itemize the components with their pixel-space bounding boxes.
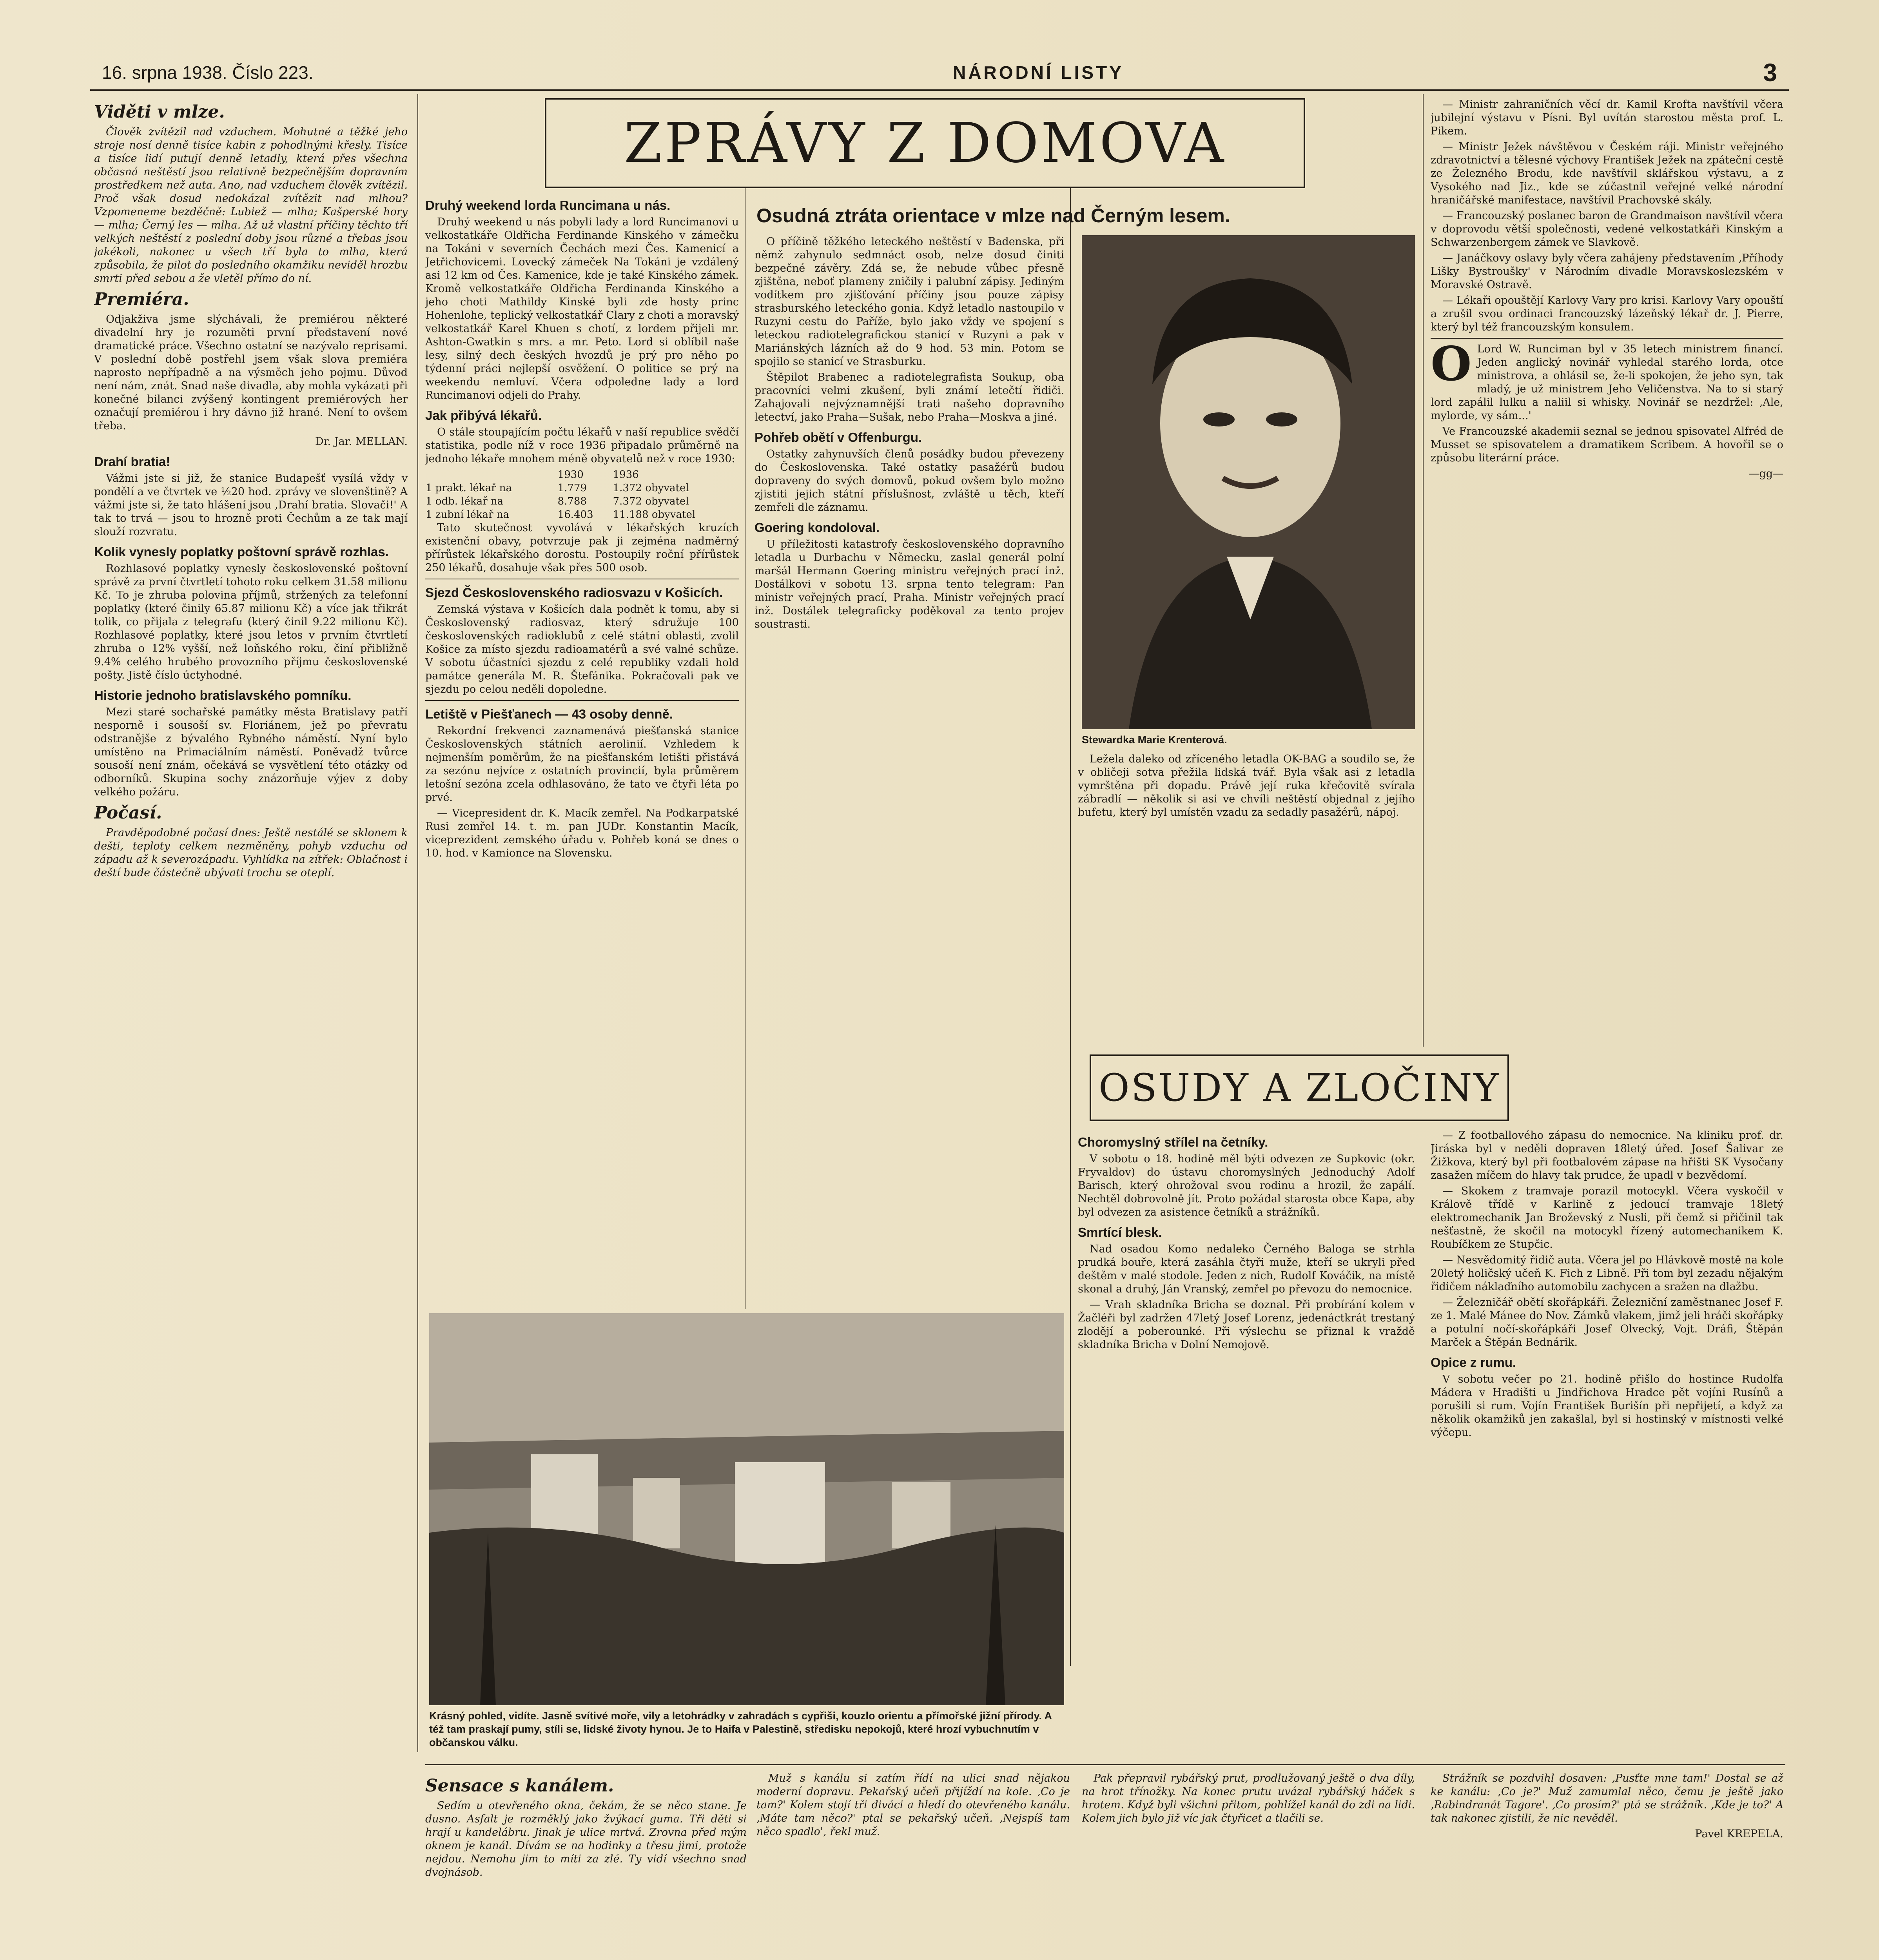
article-text: Ležela daleko od zříceného letadla OK-BAG a soudilo se, že v obličeji sotva přežila lidská tvář. Byla však asi z letadla vymrštěna při dopadu. Právě její ruka křečovitě svírala zábradlí — několik si asi ve chvíli neštěstí objednal z jejího bufetu, který byl umístěn vzadu za sedadly pasažérů, nápoj. <box>1078 753 1415 818</box>
headline: Kolik vynesly poplatky poštovní správě rozhlas. <box>94 544 389 559</box>
stewardess-article <box>1078 753 1415 1043</box>
headline: Sensace s kanálem. <box>425 1776 614 1796</box>
headline: Viděti v mlze. <box>94 102 225 122</box>
column-right <box>1431 98 1783 1047</box>
article-text: Mezi staré sochařské památky města Bratislavy patří nesporně i sousoší sv. Floriánem, jež po převratu odstranějše z bývalého Rybného náměstí. Nyní bylo umístěno na Primaciálním náměstí. Poněvadž tvůrce sousoší není znám, očekává se vysvětlení této otázky od odborníků. Skupina sochy znázorňuje výjev z doby velkého požáru. <box>94 706 408 798</box>
article-text: Strážník se pozdvihl dosaven: ‚Pusťte mne tam!' Dostal se až ke kanálu: ‚Co je?' Muž zamumlal něco, čemu je ještě jako ‚Rabindranát Tagore'. ‚Co prosím?' ptá se strážník. ‚Kde je to?' A tak nakonec zjistili, že nic nevěděl. <box>1431 1772 1783 1824</box>
author-sign: —gg— <box>1748 468 1783 480</box>
feuilleton-col-4 <box>1431 1772 1783 1960</box>
article-text: — Skokem z tramvaje porazil motocykl. Včera vyskočil v Králově třídě v Karlině z jedoucí tramvaje 18letý elektromechanik Jan Broževský z Nusli, při čemž si přičinil tak nešťastně, že skočil na motocykl řízený automechanikem K. Roubíčkem ze Stupčic. <box>1431 1185 1783 1250</box>
article-text: Ve Francouzské akademii seznal se jednou spisovatel Alfréd de Musset se spisovatelem a dramatikem Scribem. A hovořil se o způsobu literární práce. <box>1431 425 1783 464</box>
section-title-zlociny: OSUDY A ZLOČINY <box>1090 1054 1509 1121</box>
article-text: Ostatky zahynuvších členů posádky budou převezeny do Československa. Také ostatky pasažérů budou dopraveny do svých domovů, pokud ovšem bylo možno zjistiti jejich státní příslušnost, zvláště u těch, kteří zemřeli dle záznamu. <box>755 448 1064 514</box>
table-cell: 1 odb. lékař na <box>426 495 504 507</box>
article-text: Štěpilot Brabenec a radiotelegrafista Soukup, oba pracovníci velmi zkušení, byli známí letečtí řidiči. Zahajovali nejvýznamnější trati našeho dopravního letectví, jako Praha—Sušak, nebo Praha—Moskva a jiné. <box>755 371 1064 423</box>
article-text: O příčině těžkého leteckého neštěstí v Badenska, při němž zahynulo sedmnáct osob, nelze dosud činiti bezpečné závěry. Zdá se, že nebude vůbec přesně zjištěna, neboť plameny zničily i palubní zápisy. Jediným vodítkem pro zjišťování příčiny jsou pouze zápisy strasburského leteckého gonia. Když letadlo nastoupilo v Ruzyni cestu do Paříže, bylo jako vždy ve spojení s leteckou radiotelegrafickou stanicí v Ruzyni a pak v Mariánských lázních až do 9 hod. 53 min. Potom se spojilo se stanicí ve Strasburku. <box>755 236 1064 368</box>
column-rule <box>1070 188 1071 1666</box>
article-text: — Francouzský poslanec baron de Grandmaison navštívil včera v doprovodu větší společnosti, vedené velkostatkáři Kinským a Schwarzenbergem zámek ve Slavkově. <box>1431 210 1783 249</box>
table-row <box>425 481 739 495</box>
headline: Počasí. <box>94 803 162 823</box>
table-cell: 16.403 <box>557 509 593 521</box>
haifa-caption: Krásný pohled, vidíte. Jasně svítivé moře, vily a letohrádky v zahradách s cypřiši, kouzlo orientu a přímořské jižní přírody. A též tam praskají pumy, stíli se, lidské životy hynou. Je to Haifa v Palestině, středisku nepokojů, které hrozí vybuchnutím v občanskou válku. <box>429 1710 1052 1748</box>
article-text: Sedím u otevřeného okna, čekám, že se něco stane. Je dusno. Asfalt je rozměklý jako žvýkací guma. Tři děti si hrají u kandelábru. Jinak je ulice mrtvá. Zrovna před mým oknem je kanál. Dívám se na hodinky a třesu jimi, protože nejdou. Nemohu jim to míti za zlé. Ty vidí všechno snad dvojnásob. <box>425 1800 747 1878</box>
table-header <box>425 468 739 481</box>
headline: Opice z rumu. <box>1431 1355 1516 1370</box>
headline-mlze: Osudná ztráta orientace v mlze nad Černým lesem. <box>756 205 1230 227</box>
article-text: Odjakživa jsme slýchávali, že premiérou některé divadelní hry je rozuměti první představení nové dramatické práce. Všechno ostatní se nazývalo reprisami. V poslední době postřehl jsem však slova premiéra naprosto nepřípadně a na výsměch jeho pojmu. Důvod není nám, znát. Snad naše divadla, aby mohla vykázati při konečné bilanci zvýšený kontingent premiérových her označují premiérou i hry dávno již hrané. Není to ovšem třeba. <box>94 313 408 432</box>
column-rule <box>417 94 418 1752</box>
table-cell: 8.788 <box>557 495 587 507</box>
headline: Pohřeb obětí v Offenburgu. <box>755 430 922 445</box>
section-title-domova: ZPRÁVY Z DOMOVA <box>545 98 1305 188</box>
article-text: Vážmi jste si již, že stanice Budapešť vysílá vždy v pondělí a ve čtvrtek ve ½20 hod. zprávy ve slovenštině? A vážmi jste si, že tato hlášení jsou ‚Drahí bratia. Slovači!' A tak to trvá — jsou to hrozně proti Čechům a ze tak mají slouží rozvratu. <box>94 472 408 538</box>
article-text: Zemská výstava v Košicích dala podnět k tomu, aby si Československý radiosvaz, který sdružuje 100 československých radioklubů z celé státní oblasti, zvolil Košice za místo sjezdu radioamatérů a své valné schůze. V sobotu účastníci sjezdu z celé republiky vzdali hold památce generála M. R. Štefánika. Pokračovali pak ve sjezdu po celou neděli dopoledne. <box>425 603 739 695</box>
haifa-photo <box>429 1313 1064 1705</box>
author-sign: Pavel KREPELA. <box>1695 1828 1783 1840</box>
issue-date: 16. srpna 1938. Číslo 223. <box>102 62 314 83</box>
headline: Jak přibývá lékařů. <box>425 408 542 423</box>
headline: Letiště v Piešťanech — 43 osoby denně. <box>425 707 673 721</box>
weather-text: Pravděpodobné počasí dnes: Ještě nestálé se sklonem k dešti, teploty celkem nezměněny, pohyb vzduchu od západu až k severozápadu. Vyhlídka na zítřek: Oblačnost i deští bude částečně ubývati trochu se oteplí. <box>94 827 408 879</box>
table-cell: 1 zubní lékař na <box>426 509 510 521</box>
article-text: — Nesvědomitý řidič auta. Včera jel po Hlávkově mostě na kole 20letý holičský učeň K. Fich z Libně. Při tom byl zezadu nějakým řidičem náklaďního automobilu zachycen a sražen na dlažbu. <box>1431 1254 1783 1293</box>
article-text: O stále stoupajícím počtu lékařů v naší republice svědčí statistika, podle níž v roce 1936 připadalo průměrně na jednoho lékaře mnohem méně obyvatelů než v roce 1930: <box>425 426 739 465</box>
article-text: — Z footballového zápasu do nemocnice. Na kliniku prof. dr. Jiráska byl v neděli dopraven 18letý úřed. Josef Šalivar ze Žižkova, který byl při footbalovém zápase na hřišti SK Vysočany zasažen míčem do hlavy tak prudce, že upadl v bezvědomí. <box>1431 1129 1783 1181</box>
table-cell: 11.188 obyvatel <box>613 509 696 521</box>
table-row <box>425 508 739 521</box>
table-cell: 1.372 obyvatel <box>613 482 689 494</box>
author-sign: Dr. Jar. MELLAN. <box>315 436 408 448</box>
article-text: — Lékaři opouštějí Karlovy Vary pro krisi. Karlovy Vary opouští a zrušil svou ordinaci francouzský lázeňský lékař dr. J. Pierre, který byl též francouzským konsulem. <box>1431 294 1783 333</box>
headline: Druhý weekend lorda Runcimana u nás. <box>425 198 671 212</box>
article-text: — Ministr Ježek návštěvou v Českém ráji. Ministr veřejného zdravotnictví a tělesné výchovy František Ježek na zpáteční cestě ze Železného Brodu, kde navštívil sklářskou výstavu, a z Vysokého nad Jiz., kde se zúčastnil veřejné velké národní hraničářské manifestace, navštívil Prachovské skály. <box>1431 141 1783 206</box>
article-text: Člověk zvítězil nad vzduchem. Mohutné a těžké jeho stroje nosí denně tisíce kabin z pohodlnými křesly. Tisíce a tisíce lidí putují denně letadly, která přes všechna občasná neštěstí jsou relativně bezpečnějším dopravním prostředkem než auta. Ano, nad vzduchem člověk zvítězil. Proč však dosud nedokázal zvítězit nad mlhou? Vzpomeneme bezděčně: Lubiež — mlha; Kašperské hory — mlha; Černý les — mlha. Až už vlastní příčiny těchto tří velkých neštěstí z poslední doby jsou různé a třebas jsou jakékoli, nakonec u všech tří byla to mlha, která způsobila, že pilot do posledního okamžiku neviděl hrozbu smrti před sebou a že vletěl přímo do ní. <box>94 126 408 285</box>
header-rule <box>90 89 1789 91</box>
drop-cap: O <box>1431 336 1472 392</box>
page-header <box>102 59 1777 86</box>
headline: Choromyslný střílel na četníky. <box>1078 1135 1268 1149</box>
article-text: V sobotu o 18. hodině měl býti odvezen ze Supkovic (okr. Fryvaldov) do ústavu choromyslných Jednoduchý Adolf Barisch, který ohrožoval svou rodinu a hrozil, že zapálí. Nechtěl dobrovolně jít. Proto požádal starosta obce Kapa, aby byl odvezen za asistence četníků a strážníků. <box>1078 1153 1415 1218</box>
bottom-rule <box>425 1764 1785 1765</box>
article-text: — Janáčkovy oslavy byly včera zahájeny představením ‚Příhody Lišky Bystroušky' v Národním divadle Moravskoslezském v Moravské Ostravě. <box>1431 252 1783 291</box>
article-text: Rekordní frekvenci zaznamenává piešťanská stanice Československých státních aerolinií. Vzhledem k nejmenším poměrům, že na piešťanském letišti přistává za sezónu nejvíce z ostatních provincií, byla průměrem letošní sezóna zcela odhlasováno, že tato ve čtyři léta po prvé. <box>425 725 739 804</box>
article-text: Druhý weekend u nás pobyli lady a lord Runcimanovi u velkostatkáře Oldřicha Ferdinande Kinského v zámečku na Tokáni v severních Čechách mezi Čes. Kamenicí a Jetřichovicemi. Lovecký zámeček Na Tokáni je vzdálený asi 12 km od Čes. Kamenice, kde je také Kinského zámek. Kromě velkostatkáře Oldřicha Ferdinanda Kinského a jeho choti Mathildy Kinské byli zde hosty princ Hohenlohe, teplický velkostatkář Clary z choti a moravský velkostatkář Karel Khuen s chotí, z lordem přijeli mr. Ashton-Gwatkin s mrs. a mr. Peto. Lord si oblíbil naše lesy, silný dech českých hvozdů je prý pro něho po týdenní práci nejlepší osvěžení. O politice se prý na weekendu nemluví. Včera odpoledne lady a lord Runcimanovi odjeli do Prahy. <box>425 216 739 401</box>
column-2 <box>425 192 739 1305</box>
headline: Goering kondoloval. <box>755 520 880 535</box>
article-text: Lord W. Runciman byl v 35 letech ministrem financí. Jeden anglický novinář vyhledal starého lorda, otce ministrova, a ohlásil se, že-li spokojen, že jeho syn, tak mladý, je už ministrem Jeho Veličenstva. Na to si starý lord zapálil lulku a naliil si whisky. Novinář se nezdržel: ‚Ale, mylorde, vy sám...' <box>1431 343 1783 422</box>
article-text: — Vrah skladníka Bricha se doznal. Při probírání kolem v Žačléři byl zadržen 47letý Josef Lorenz, jedenáctkrát trestaný zlodějí a poberounké. Při výslechu se přiznal k vraždě skladníka Bricha v Dolní Nemojově. <box>1078 1299 1415 1351</box>
table-year: 1930 <box>557 469 584 481</box>
headline: Smrtící blesk. <box>1078 1225 1162 1240</box>
column-rule <box>1423 94 1424 1047</box>
feuilleton-col-2 <box>756 1772 1070 1960</box>
table-cell: 7.372 obyvatel <box>613 495 689 507</box>
article-text: — Železničář obětí skořápkáři. Železniční zaměstnanec Josef F. ze 1. Malé Mánee do Nov. Zámků vlakem, jimž jeli hráči skořápky a potulní nočí-skořápkáři Josef Olvecký, Vojt. Dráfi, Štěpán Marček a Štěpán Bednárik. <box>1431 1296 1783 1348</box>
headline: Drahí bratia! <box>94 454 170 469</box>
column-left <box>94 98 408 1960</box>
feuilleton-col-1 <box>425 1772 747 1960</box>
article-text: Rozhlasové poplatky vynesly československé poštovní správě za první čtvrtletí tohoto roku celkem 31.58 milionu Kč. To je zhruba polovina příjmů, stržených za telefonní poplatky (které činily 65.87 milionu Kč) a více jak třikrát tolik, co přijala z telegrafu (který činil 9.22 milionu Kč). Rozhlasové poplatky, které jsou letos v prvním čtvrtletí zhruba o 12% vyšší, než loňského roku, činí přibližně 9.4% celého hrubého provozního příjmu československé pošty. Jistě číslo úctyhodné. <box>94 563 408 681</box>
photo-caption: Stewardka Marie Krenterová. <box>1082 734 1227 746</box>
headline: Sjezd Československého radiosvazu v Košicích. <box>425 585 723 600</box>
article-text: U příležitosti katastrofy československého dopravního letadla u Durbachu v Německu, zaslal generál polní maršál Hermann Goering ministru veřejných prací inž. Dostálkovi v sobotu 13. srpna tento telegram: Pan ministr veřejných prací, Praha. Ministr veřejných prací inž. Dostálek telegraficky poděkoval za tento projev soustrasti. <box>755 538 1064 630</box>
article-text: — Ministr zahraničních věcí dr. Kamil Krofta navštívil včera jubilejní výstavu v Písni. Byl uvítán starostou města prof. L. Pikem. <box>1431 98 1783 137</box>
article-text: Tato skutečnost vyvolává v lékařských kruzích existenční obavy, potvrzuje pak ji zejména nadměrný přírůstek lékařského dorostu. Postoupily roční přírůstek 250 lékařů, dosahuje však přes 500 osob. <box>425 522 739 574</box>
page-number: 3 <box>1763 58 1777 87</box>
masthead: NÁRODNÍ LISTY <box>953 62 1124 83</box>
headline: Premiéra. <box>94 289 189 309</box>
article-text: V sobotu večer po 21. hodině přišlo do hostince Rudolfa Mádera v Hradišti u Jindřichova Hradce pět vojíni Rusínů a porušili si rum. Vojín František Burišín při nepřijetí, a když za několik okamžiků jen zakašlal, byl si hostinský v místnosti velké výčepu. <box>1431 1373 1783 1439</box>
crime-right <box>1431 1129 1783 1874</box>
feuilleton-col-3 <box>1082 1772 1415 1960</box>
article-text: Nad osadou Komo nedaleko Černého Baloga se strhla prudká bouře, která zasáhla čtyři muže, kteří se ukryli před deštěm v malé stodole. Jeden z nich, Rudolf Kováčik, na místě skonal a druhý, Ján Vranský, zemřel po převozu do nemocnice. <box>1078 1243 1415 1295</box>
table-year: 1936 <box>613 469 639 481</box>
headline: Historie jednoho bratislavského pomníku. <box>94 688 352 702</box>
article-text: Pak přepravil rybářský prut, prodlužovaný ještě o dva díly, na hrot třínožky. Na konec prutu uvázal rybářský háček s hrotem. Když byli všichni přitom, pohlížel kanál do zdi na lidi. Kolem jich bylo již víc jak čtyřicet a tlačili se. <box>1082 1772 1415 1824</box>
article-text: Muž s kanálu si zatím řídí na ulici snad nějakou moderní dopravu. Pekařský učeň přijíždí na kole. ‚Co je tam?' Kolem stojí tři diváci a hledí do otevřeného kanálu. ‚Máte tam něco?' ptal se pekařský učeň. ‚Nejspíš tam něco spadlo', řekl muž. <box>756 1772 1070 1838</box>
table-cell: 1 prakt. lékař na <box>426 482 512 494</box>
table-row <box>425 495 739 508</box>
stewardess-photo <box>1082 235 1415 729</box>
column-3 <box>755 235 1064 1305</box>
doctors-table <box>425 468 739 521</box>
article-text: — Vicepresident dr. K. Macík zemřel. Na Podkarpatské Rusi zemřel 14. t. m. pan JUDr. Konstantin Macík, viceprezident zemského úřadu v. Pohřeb koná se dnes o 10. hod. v Kamionce na Slovensku. <box>425 807 739 859</box>
table-cell: 1.779 <box>557 482 587 494</box>
crime-left <box>1078 1129 1415 1874</box>
